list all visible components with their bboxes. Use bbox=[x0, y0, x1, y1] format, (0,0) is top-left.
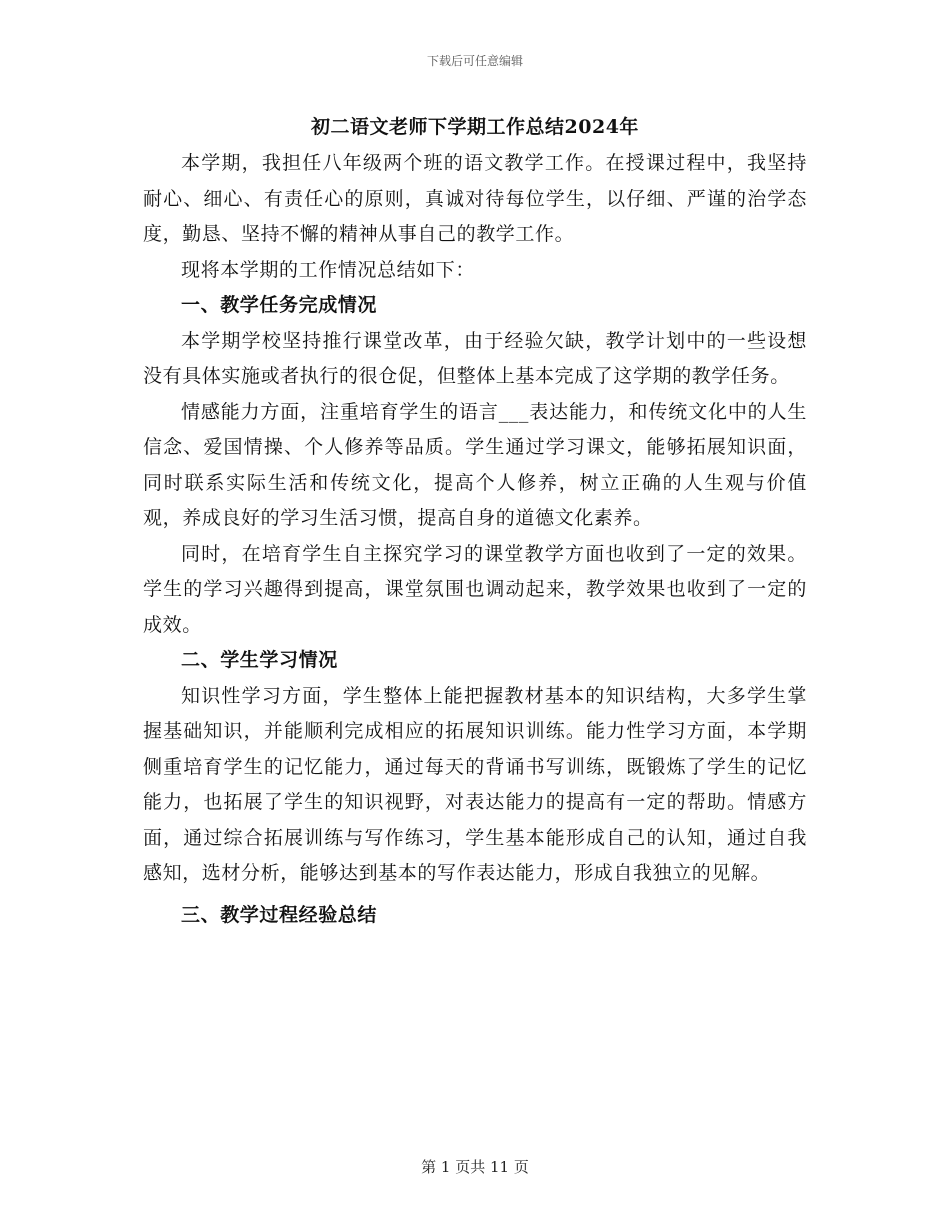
page-number: 第 1 页共 11 页 bbox=[421, 1158, 529, 1176]
section-heading-student-learning: 二、学生学习情况 bbox=[181, 649, 338, 671]
paragraph-summary-lead: 现将本学期的工作情况总结如下： bbox=[181, 258, 476, 281]
section-heading-teaching-tasks: 一、教学任务完成情况 bbox=[181, 294, 378, 316]
paragraph-student-learning: 知识性学习方面，学生整体上能把握教材基本的知识结构，大多学生掌握基础知识，并能顺利完成相应的拓展知识训练。能力性学习方面，本学期侧重培育学生的记忆能力，通过每天的背诵书写训练，既锻炼了学生的记忆能力，也拓展了学生的知识视野，对表达能力的提高有一定的帮助。情感方面，通过综合拓展训练与写作练习，学生基本能形成自己的认知，通过自我感知，选材分析，能够达到基本的写作表达能力，形成自我独立的见解。 bbox=[143, 684, 807, 884]
document-title: 初二语文老师下学期工作总结2024年 bbox=[311, 116, 639, 138]
section-heading-experience-summary: 三、教学过程经验总结 bbox=[181, 903, 378, 926]
paragraph-intro: 本学期，我担任八年级两个班的语文教学工作。在授课过程中，我坚持耐心、细心、有责任心的原则，真诚对待每位学生，以仔细、严谨的治学态度，勤恳、坚持不懈的精神从事自己的教学工作。 bbox=[143, 152, 807, 245]
paragraph-teaching-tasks: 本学期学校坚持推行课堂改革，由于经验欠缺，教学计划中的一些设想没有具体实施或者执行的很仓促，但整体上基本完成了这学期的教学任务。 bbox=[143, 329, 807, 387]
document-body bbox=[143, 146, 807, 933]
page-header-note: 下载后可任意编辑 bbox=[426, 54, 523, 68]
paragraph-inquiry-learning: 同时，在培育学生自主探究学习的课堂教学方面也收到了一定的效果。学生的学习兴趣得到提高，课堂氛围也调动起来，教学效果也收到了一定的成效。 bbox=[143, 542, 807, 636]
paragraph-emotional-ability: 情感能力方面，注重培育学生的语言___表达能力，和传统文化中的人生信念、爱国情操、个人修养等品质。学生通过学习课文，能够拓展知识面，同时联系实际生活和传统文化，提高个人修养，树立正确的人生观与价值观，养成良好的学习生活习惯，提高自身的道德文化素养。 bbox=[143, 400, 807, 529]
